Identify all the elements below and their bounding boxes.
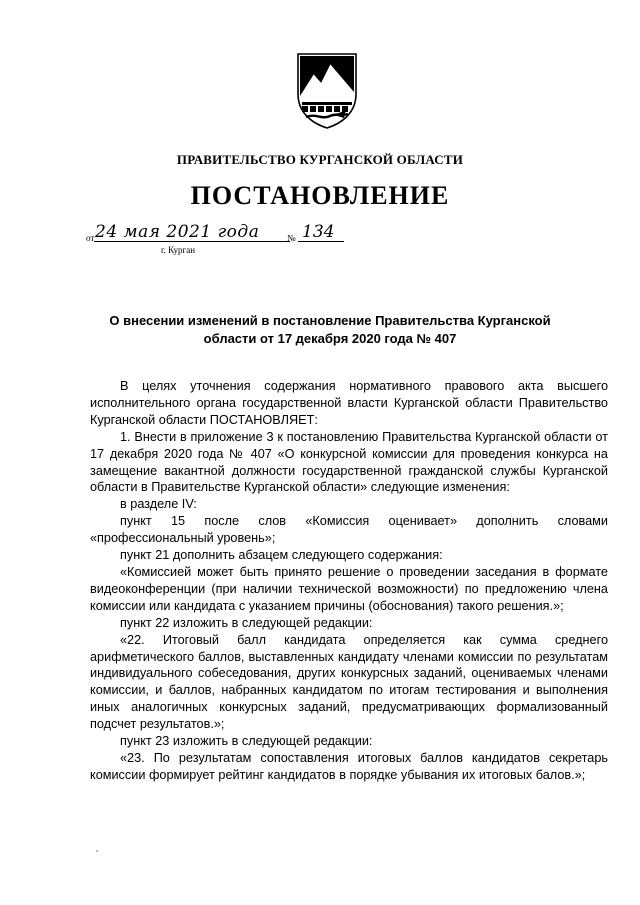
coat-of-arms-icon bbox=[296, 52, 358, 130]
document-title: О внесении изменений в постановление Правительства Курганской области от 17 декабря 2020 года № 407 bbox=[109, 313, 551, 346]
paragraph: «23. По результатам сопоставления итоговых баллов кандидатов секретарь комиссии формирует рейтинг кандидатов в порядке убывания их итоговых балов.»; bbox=[90, 750, 608, 782]
paragraph: пункт 22 изложить в следующей редакции: bbox=[120, 615, 373, 630]
date-underline bbox=[94, 241, 290, 242]
handwritten-number: 134 bbox=[302, 222, 335, 242]
government-name: ПРАВИТЕЛЬСТВО КУРГАНСКОЙ ОБЛАСТИ bbox=[176, 152, 464, 167]
number-underline bbox=[298, 241, 344, 242]
date-prefix: от bbox=[86, 233, 95, 243]
number-label: № bbox=[287, 233, 296, 243]
date-number-line bbox=[86, 224, 386, 264]
paragraph: «Комиссией может быть принято решение о проведении заседания в формате видеоконференции (при наличии технической возможности) по предложению члена комиссии или кандидата с указанием причины (обоснования) такого решения.»; bbox=[90, 564, 608, 613]
city-name: г. Курган bbox=[161, 245, 196, 255]
paragraph: пункт 23 изложить в следующей редакции: bbox=[120, 734, 373, 749]
paragraph: в разделе IV: bbox=[120, 497, 197, 512]
handwritten-date: 24 мая 2021 года bbox=[95, 222, 260, 242]
document-body bbox=[90, 378, 608, 784]
paragraph: 1. Внести в приложение 3 к постановлению Правительства Курганской области от 17 декабря 2020 года № 407 «О конкурсной комиссии для проведения конкурса на замещение вакантной должности государственной гражданской службы Курганской области в Правительстве Курганской области» следующие изменения: bbox=[90, 429, 608, 495]
paragraph: В целях уточнения содержания нормативного правового акта высшего исполнительного органа государственной власти Курганской области Правительство Курганской области ПОСТАНОВЛЯЕТ: bbox=[90, 379, 608, 427]
document-type-heading: ПОСТАНОВЛЕНИЕ bbox=[190, 181, 450, 210]
paragraph: «22. Итоговый балл кандидата определяется как сумма среднего арифметического баллов, выставленных кандидату членами комиссии по результатам индивидуального собеседования, других конкурсных заданий, оцениваемых членами комиссии, и баллов, набранных кандидатом по итогам тестирования и выполнения иных аналогичных конкурсных заданий, предусматривающих формализованный подсчет результатов.»; bbox=[90, 632, 608, 732]
paragraph: пункт 21 дополнить абзацем следующего содержания: bbox=[120, 548, 443, 563]
paragraph: пункт 15 после слов «Комиссия оценивает» дополнить словами «профессиональный уровень»; bbox=[90, 514, 608, 546]
scan-dot bbox=[96, 850, 98, 852]
